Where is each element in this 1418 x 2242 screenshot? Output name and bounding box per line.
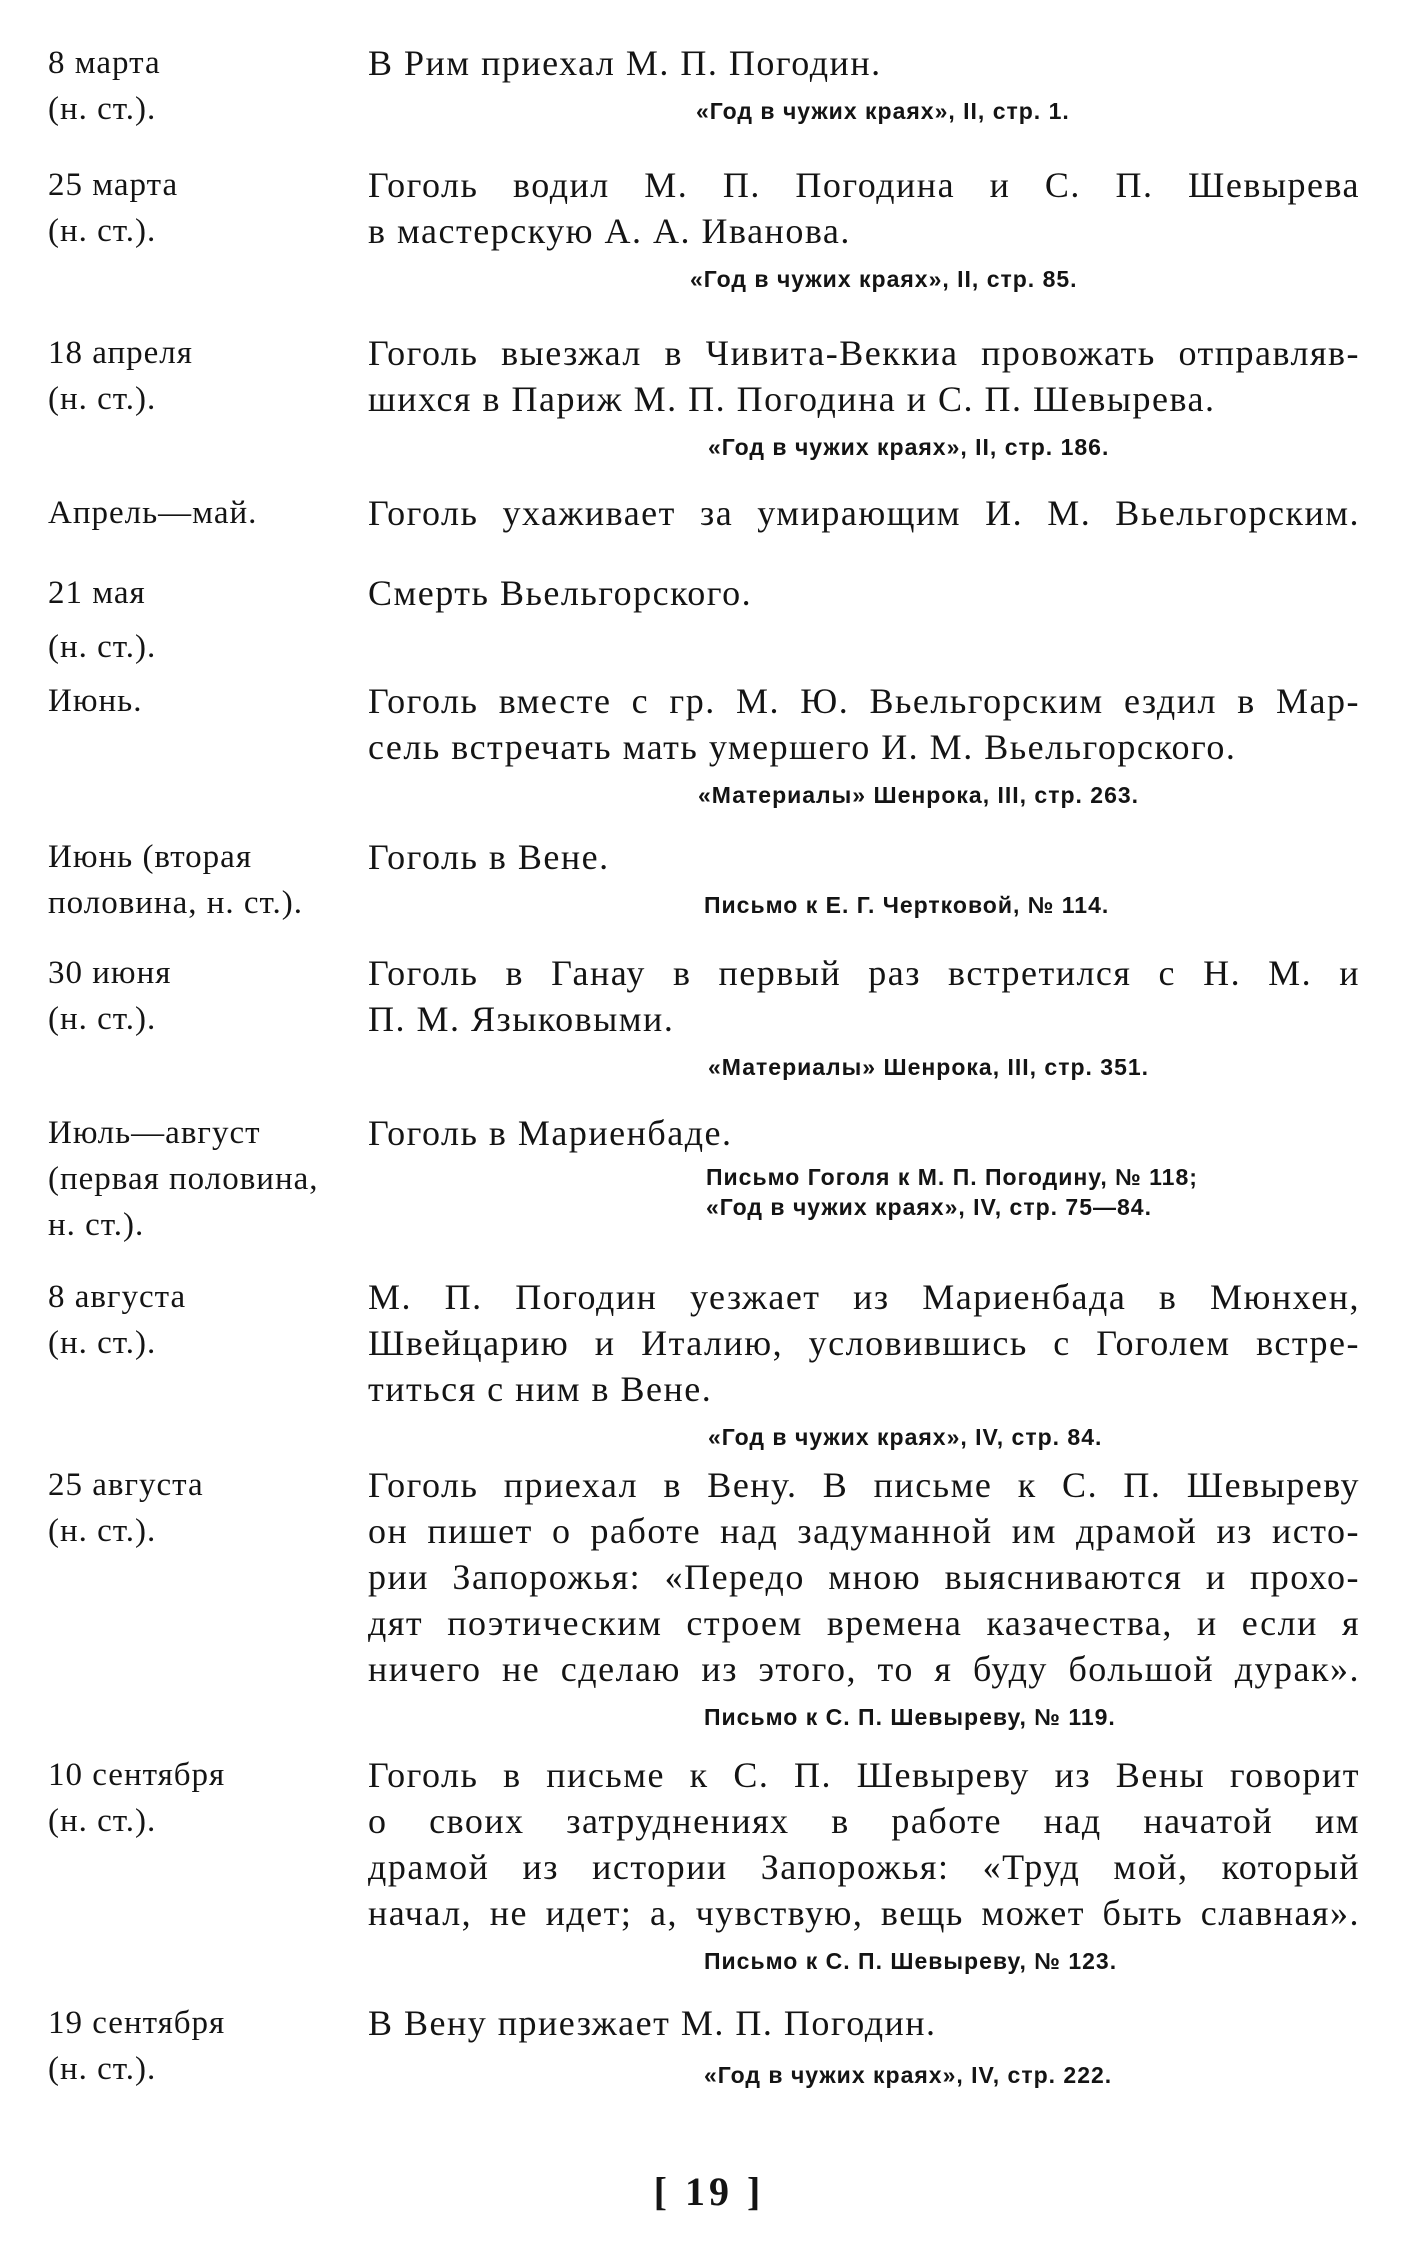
- entry-text: [368, 1274, 1360, 1458]
- entry-date-line: половина, н. ст.).: [48, 885, 303, 921]
- entry-date-line: Апрель—май.: [48, 495, 258, 531]
- entry-date-line: 30 июня: [48, 955, 172, 991]
- entry-date-line: Июнь (вторая: [48, 839, 253, 875]
- entry-text-line: начал, не идет; а, чувствую, вещь может быть славная».: [368, 1893, 1360, 1933]
- entry-text-line: Швейцарию и Италию, условившись с Гоголем встре-: [368, 1323, 1360, 1363]
- entry-date: [48, 1110, 378, 1248]
- entry-text-line: Гоголь в Вене.: [368, 837, 610, 877]
- entry-text: [368, 1462, 1360, 1738]
- entry-text: [368, 950, 1360, 1088]
- entry-text-line: титься с ним в Вене.: [368, 1369, 713, 1409]
- entry-source: «Год в чужих краях», IV, стр. 84.: [708, 1424, 1103, 1450]
- entry-date-line: (н. ст.).: [48, 381, 157, 417]
- entry-source: «Год в чужих краях», II, стр. 186.: [708, 434, 1110, 460]
- entry-text: [368, 162, 1360, 300]
- entry-date-line: (н. ст.).: [48, 629, 157, 665]
- entry-text: [368, 330, 1360, 468]
- entry-source: Письмо к Е. Г. Чертковой, № 114.: [704, 892, 1110, 918]
- entry-text: [368, 1110, 1360, 1228]
- entry-source: «Материалы» Шенрока, III, стр. 351.: [708, 1054, 1150, 1080]
- entry-text: [368, 678, 1360, 816]
- entry-text-line: он пишет о работе над задуманной им драмой из исто-: [368, 1511, 1360, 1551]
- entry-text: [368, 490, 1360, 536]
- entry-text-line: рии Запорожья: «Передо мною выясниваются и прохо-: [368, 1557, 1360, 1597]
- entry-date: [48, 40, 378, 132]
- entry-text-line: Гоголь в Мариенбаде.: [368, 1113, 733, 1153]
- entry-date: [48, 570, 378, 670]
- entry-text-line: Смерть Вьельгорского.: [368, 573, 753, 613]
- entry-source: «Год в чужих краях», II, стр. 85.: [690, 266, 1078, 292]
- entry-text: [368, 834, 1360, 926]
- entry-date: [48, 2000, 378, 2092]
- entry-date-line: 18 апреля: [48, 335, 193, 371]
- entry-source: «Год в чужих краях», IV, стр. 222.: [704, 2062, 1113, 2088]
- entry-text: [368, 40, 1360, 132]
- entry-text-line: дят поэтическим строем времена казачества, и если я: [368, 1603, 1360, 1643]
- entry-date-line: 10 сентября: [48, 1757, 226, 1793]
- entry-text-line: Гоголь выезжал в Чивита-Веккиа провожать отправляв-: [368, 333, 1360, 373]
- entry-text-line: Гоголь в письме к С. П. Шевыреву из Вены говорит: [368, 1755, 1360, 1795]
- entry-date: [48, 1274, 378, 1366]
- entry-text-line: Гоголь приехал в Вену. В письме к С. П. Шевыреву: [368, 1465, 1360, 1505]
- entry-text-line: Гоголь в Ганау в первый раз встретился с Н. М. и: [368, 953, 1360, 993]
- entry-date-line: 21 мая: [48, 575, 146, 611]
- entry-date-line: (н. ст.).: [48, 1001, 157, 1037]
- entry-date: [48, 834, 378, 926]
- entry-text-line: Гоголь ухаживает за умирающим И. М. Вьельгорским.: [368, 493, 1360, 533]
- entry-text-line: в мастерскую А. А. Иванова.: [368, 211, 851, 251]
- entry-text-line: о своих затруднениях в работе над начатой им: [368, 1801, 1360, 1841]
- entry-text-line: В Рим приехал М. П. Погодин.: [368, 43, 882, 83]
- entry-text: [368, 2000, 1360, 2092]
- entry-date-line: Июнь.: [48, 683, 143, 719]
- page-number: [ 19 ]: [653, 2169, 765, 2214]
- entry-date-line: (н. ст.).: [48, 1803, 157, 1839]
- entry-date-line: (н. ст.).: [48, 91, 157, 127]
- entry-text-line: шихся в Париж М. П. Погодина и С. П. Шевырева.: [368, 379, 1216, 419]
- entry-date-line: 19 сентября: [48, 2005, 226, 2041]
- entry-date-line: (первая половина,: [48, 1161, 319, 1197]
- entry-date-line: 8 марта: [48, 45, 161, 81]
- entry-text-line: сель встречать мать умершего И. М. Вьельгорского.: [368, 727, 1237, 767]
- entry-date: [48, 678, 378, 724]
- entry-date-line: (н. ст.).: [48, 213, 157, 249]
- entry-text: [368, 1752, 1360, 1982]
- entry-text-line: ничего не сделаю из этого, то я буду большой дурак».: [368, 1649, 1360, 1689]
- entry-source: «Год в чужих краях», II, стр. 1.: [696, 98, 1070, 124]
- entry-date-line: 8 августа: [48, 1279, 187, 1315]
- entry-date-line: (н. ст.).: [48, 1325, 157, 1361]
- entry-text-line: драмой из истории Запорожья: «Труд мой, который: [368, 1847, 1360, 1887]
- entry-source: «Год в чужих краях», IV, стр. 75—84.: [706, 1194, 1152, 1220]
- entry-date-line: Июль—август: [48, 1115, 261, 1151]
- entry-date-line: 25 августа: [48, 1467, 204, 1503]
- entry-text-line: Гоголь вместе с гр. М. Ю. Вьельгорским ездил в Мар-: [368, 681, 1360, 721]
- entry-text-line: М. П. Погодин уезжает из Мариенбада в Мюнхен,: [368, 1277, 1360, 1317]
- entry-text-line: Гоголь водил М. П. Погодина и С. П. Шевырева: [368, 165, 1360, 205]
- entry-source: Письмо к С. П. Шевыреву, № 119.: [704, 1704, 1116, 1730]
- entry-text-line: В Вену приезжает М. П. Погодин.: [368, 2003, 937, 2043]
- entry-date-line: н. ст.).: [48, 1207, 145, 1243]
- entry-date: [48, 162, 378, 254]
- entry-text: [368, 570, 1360, 616]
- entry-date: [48, 1462, 378, 1554]
- entry-date: [48, 490, 378, 536]
- entry-date-line: (н. ст.).: [48, 2051, 157, 2087]
- entry-date: [48, 950, 378, 1042]
- entry-date-line: (н. ст.).: [48, 1513, 157, 1549]
- entry-source: Письмо Гоголя к М. П. Погодину, № 118;: [706, 1164, 1198, 1190]
- entry-date: [48, 1752, 378, 1844]
- entry-source: Письмо к С. П. Шевыреву, № 123.: [704, 1948, 1118, 1974]
- entry-text-line: П. М. Языковыми.: [368, 999, 675, 1039]
- entry-date-line: 25 марта: [48, 167, 179, 203]
- entry-source: «Материалы» Шенрока, III, стр. 263.: [698, 782, 1140, 808]
- entry-date: [48, 330, 378, 422]
